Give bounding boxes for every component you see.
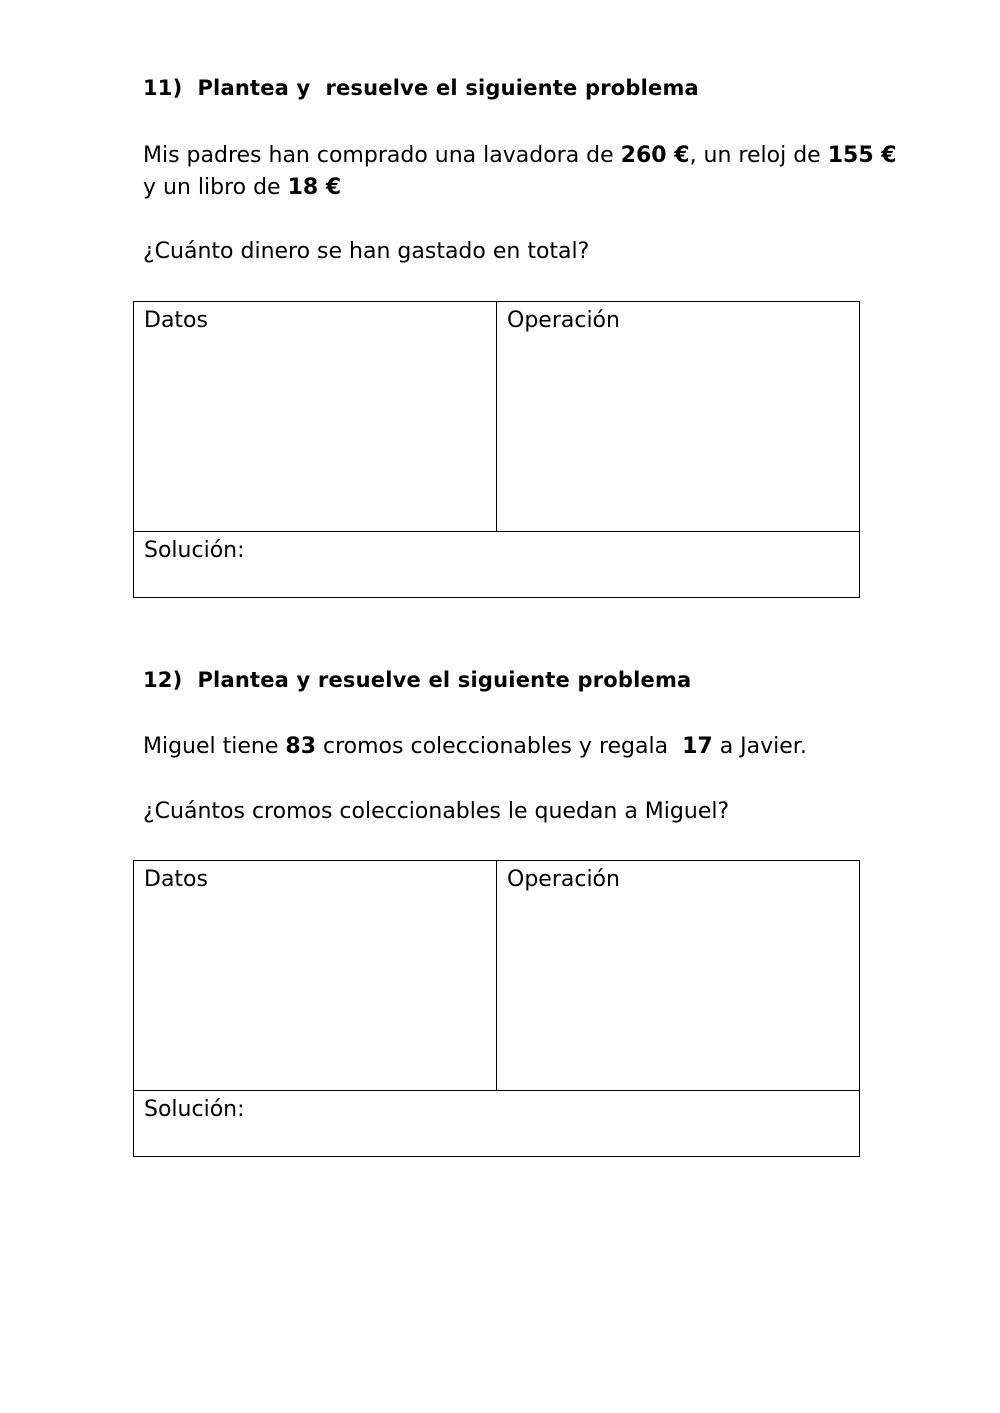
statement-text: Miguel tiene <box>143 734 286 759</box>
cromos-total: 83 <box>285 734 317 759</box>
problem-12-question: ¿Cuántos cromos coleccionables le quedan a Miguel? <box>143 799 730 824</box>
statement-text: cromos coleccionables y regala <box>316 734 683 759</box>
problem-12-answer-table <box>133 860 860 1157</box>
problem-11-heading <box>143 76 699 100</box>
price-libro: 18 € <box>287 175 342 200</box>
problem-11-answer-table <box>133 301 860 598</box>
problem-number: 11) <box>143 76 183 100</box>
datos-cell[interactable]: Datos <box>134 302 497 531</box>
solucion-cell[interactable]: Solución: <box>144 1097 245 1122</box>
cromos-regalados: 17 <box>682 734 713 759</box>
statement-text: a Javier. <box>712 734 807 759</box>
problem-title: Plantea y resuelve el siguiente problema <box>197 76 699 100</box>
statement-text: , un reloj de <box>689 143 828 168</box>
datos-cell[interactable]: Datos <box>134 861 497 1090</box>
price-lavadora: 260 € <box>620 143 690 168</box>
problem-11-statement <box>143 140 897 204</box>
operacion-cell[interactable]: Operación <box>507 867 620 892</box>
operacion-cell[interactable]: Operación <box>507 308 620 333</box>
price-reloj: 155 € <box>827 143 897 168</box>
statement-text: y un libro de <box>143 175 288 200</box>
problem-12-statement <box>143 731 807 763</box>
statement-text: Mis padres han comprado una lavadora de <box>143 143 621 168</box>
problem-12-heading <box>143 668 691 692</box>
solucion-cell[interactable]: Solución: <box>144 538 245 563</box>
problem-11-question: ¿Cuánto dinero se han gastado en total? <box>143 239 590 264</box>
problem-title: Plantea y resuelve el siguiente problema <box>197 668 692 692</box>
problem-number: 12) <box>143 668 183 692</box>
